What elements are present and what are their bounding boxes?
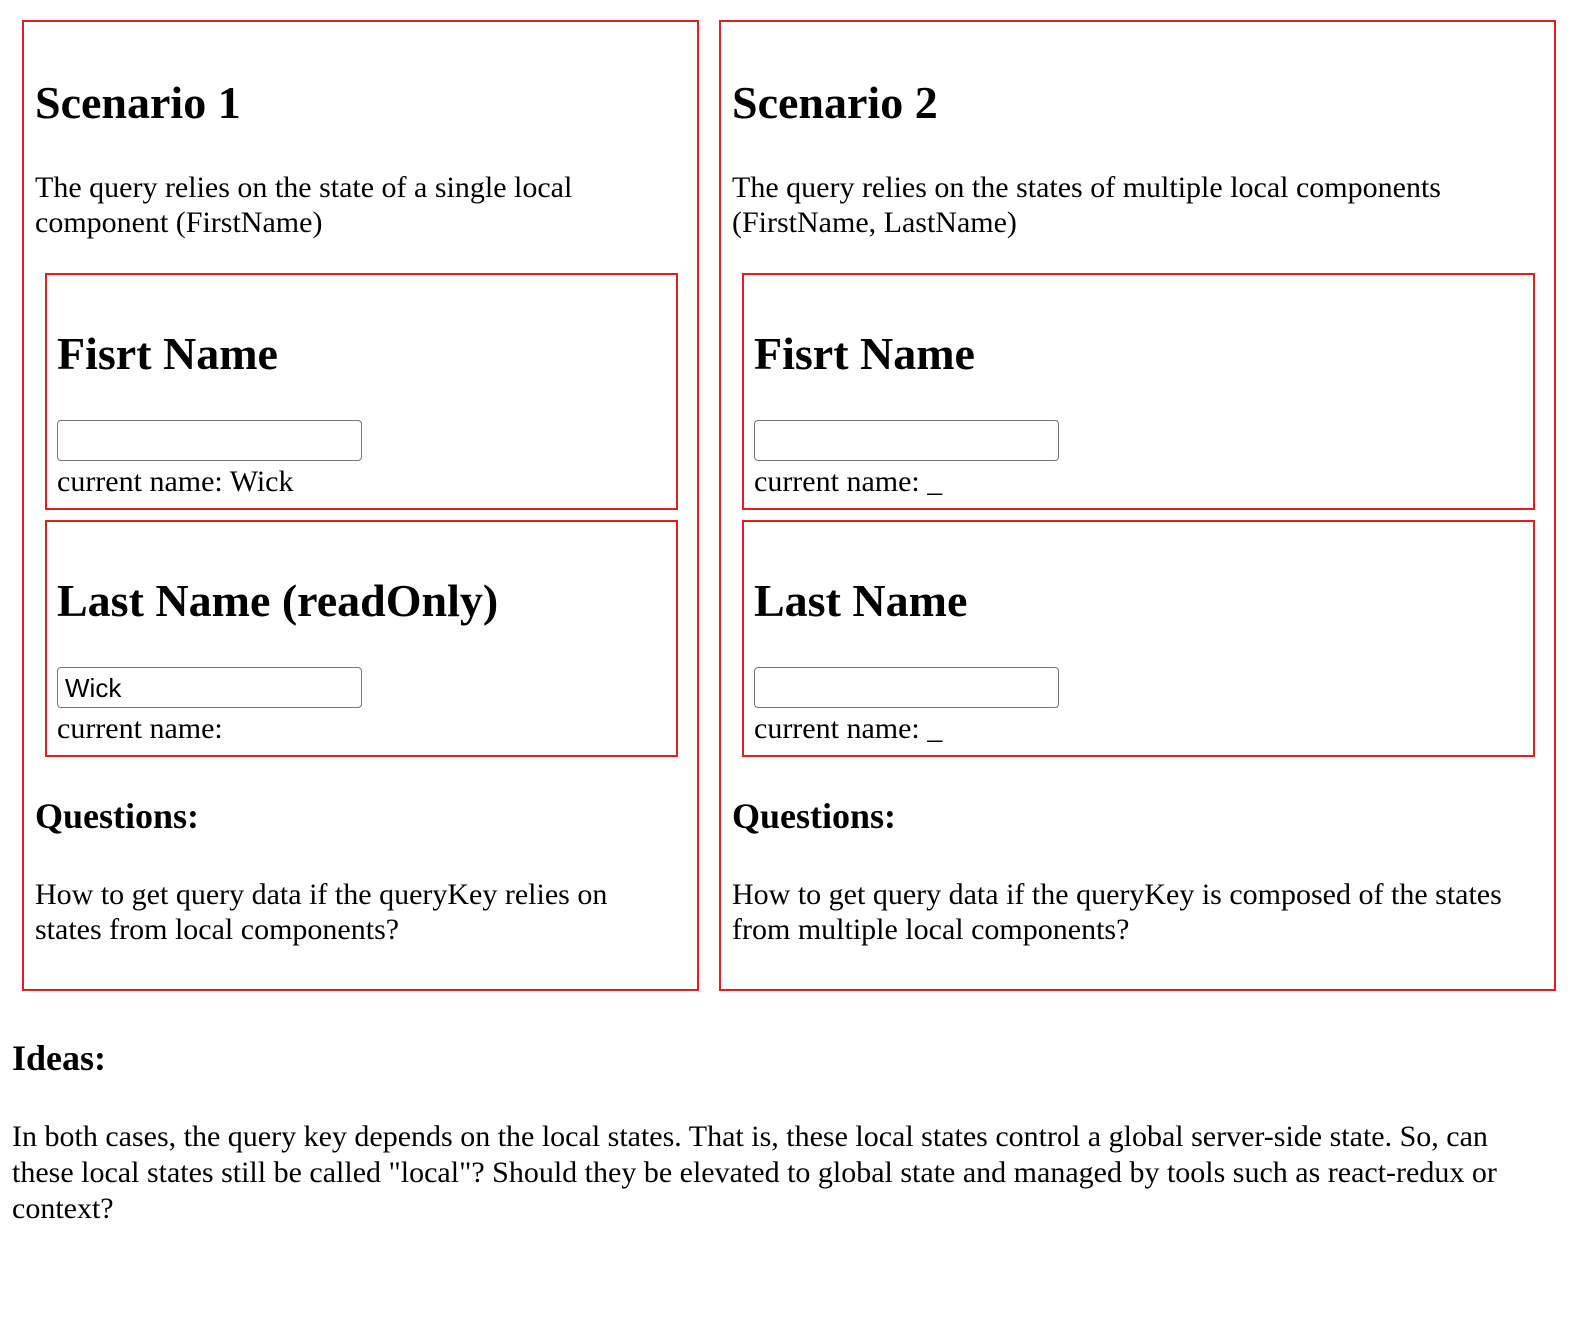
last-name-heading: Last Name (readOnly) — [57, 575, 499, 626]
first-name-heading: Fisrt Name — [57, 328, 278, 379]
question-text: How to get query data if the queryKey is composed of the states from multiple local components? — [732, 878, 1502, 946]
first-name-component — [742, 273, 1535, 510]
last-name-component — [45, 520, 678, 757]
last-name-heading: Last Name — [754, 575, 968, 626]
ideas-heading: Ideas: — [12, 1038, 107, 1078]
scenario-description: The query relies on the states of multiple local components (FirstName, LastName) — [732, 171, 1441, 239]
first-name-input[interactable] — [754, 420, 1059, 461]
first-name-current: current name: _ — [754, 465, 943, 498]
scenario-2-panel — [719, 20, 1556, 991]
first-name-component — [45, 273, 678, 510]
first-name-heading: Fisrt Name — [754, 328, 975, 379]
last-name-current: current name: _ — [754, 712, 943, 745]
last-name-component — [742, 520, 1535, 757]
last-name-current: current name: — [57, 712, 223, 745]
ideas-text: In both cases, the query key depends on the local states. That is, these local states control a global server-side state. So, can these local states still be called "local"? Should they be elevated to global state and managed by tools such as react-redux or context? — [12, 1120, 1497, 1225]
scenario-title: Scenario 1 — [35, 77, 241, 128]
scenario-title: Scenario 2 — [732, 77, 938, 128]
question-text: How to get query data if the queryKey relies on states from local components? — [35, 878, 608, 946]
first-name-input[interactable] — [57, 420, 362, 461]
scenario-1-panel — [22, 20, 699, 991]
scenario-description: The query relies on the state of a single local component (FirstName) — [35, 171, 573, 239]
questions-heading: Questions: — [35, 796, 200, 836]
first-name-current: current name: Wick — [57, 465, 294, 498]
last-name-input[interactable] — [754, 667, 1059, 708]
scenarios-container — [22, 20, 1556, 991]
questions-heading: Questions: — [732, 796, 897, 836]
last-name-input[interactable] — [57, 667, 362, 708]
